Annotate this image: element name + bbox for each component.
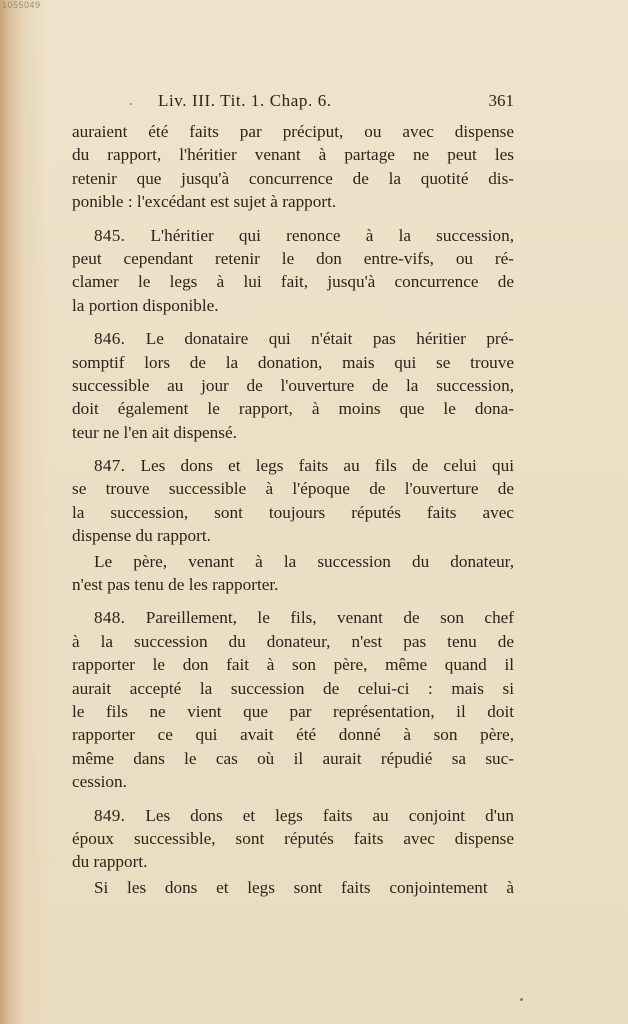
- text-line: peut cependant retenir le don entre-vifs, ou ré-: [72, 248, 514, 268]
- text-line: se trouve successible à l'époque de l'ouverture de: [72, 479, 514, 499]
- article-number: 849.: [94, 805, 126, 825]
- text-line: somptif lors de la donation, mais qui se trouve: [72, 352, 514, 372]
- article-text: L'héritier qui renonce à la succession,: [150, 225, 514, 245]
- text-line: retenir que jusqu'à concurrence de la quotité dis-: [72, 168, 514, 188]
- article-845: [72, 224, 514, 318]
- text-line: cession.: [72, 772, 127, 792]
- text-line: Si les dons et legs sont faits conjointement à: [94, 877, 514, 897]
- article-number: 845.: [94, 225, 126, 245]
- text-line: [72, 606, 514, 629]
- text-line: [72, 224, 514, 247]
- text-line: teur ne l'en ait dispensé.: [72, 422, 237, 442]
- paper-speck: [130, 103, 132, 105]
- article-847: [72, 454, 514, 548]
- text-line: la succession, sont toujours réputés faits avec: [72, 502, 514, 522]
- text-line: auraient été faits par préciput, ou avec dispense: [72, 122, 514, 141]
- text-line: même dans le cas où il aurait répudié sa suc-: [72, 748, 514, 768]
- text-line: rapporter ce qui avait été donné à son père,: [72, 725, 514, 745]
- text-line: à la succession du donateur, n'est pas tenu de: [72, 631, 514, 651]
- text-line: n'est pas tenu de les rapporter.: [72, 575, 279, 595]
- text-line: [72, 454, 514, 477]
- text-line: le fils ne vient que par représentation, il doit: [72, 701, 514, 721]
- article-847-second-paragraph: [72, 550, 514, 597]
- body-text: [72, 120, 514, 909]
- text-line: [72, 804, 514, 827]
- text-line: doit également le rapport, à moins que le dona-: [72, 399, 514, 419]
- article-text: Le donataire qui n'était pas héritier pré-: [145, 329, 515, 349]
- text-line: époux successible, sont réputés faits avec dispense: [72, 828, 514, 848]
- text-line: rapporter le don fait à son père, même quand il: [72, 655, 514, 675]
- article-number: 847.: [94, 456, 126, 476]
- article-849-second-paragraph: [72, 876, 514, 899]
- page-number: 361: [488, 91, 514, 110]
- running-head: [72, 88, 514, 114]
- text-line: ponible : l'excédant est sujet à rapport.: [72, 192, 337, 212]
- article-number: 846.: [94, 329, 126, 349]
- running-head-title: Liv. III. Tit. 1. Chap. 6.: [158, 91, 332, 110]
- article-text: Pareillement, le fils, venant de son chef: [145, 608, 515, 628]
- article-848: [72, 606, 514, 793]
- article-text: Les dons et legs faits au fils de celui qui: [140, 456, 514, 476]
- paragraph-continuation: [72, 120, 514, 214]
- article-number: 848.: [94, 608, 126, 628]
- text-line: clamer le legs à lui fait, jusqu'à concurrence de: [72, 272, 514, 292]
- text-line: du rapport, l'héritier venant à partage ne peut les: [72, 145, 514, 165]
- text-line: la portion disponible.: [72, 295, 219, 315]
- article-text: Les dons et legs faits au conjoint d'un: [145, 805, 514, 825]
- article-846: [72, 327, 514, 444]
- paper-speck: [520, 998, 523, 1001]
- article-849: [72, 804, 514, 874]
- text-line: successible au jour de l'ouverture de la succession,: [72, 375, 514, 395]
- text-line: dispense du rapport.: [72, 526, 211, 546]
- library-mark: 1055049: [2, 0, 41, 10]
- text-line: [72, 327, 514, 350]
- text-line: du rapport.: [72, 852, 148, 872]
- text-line: Le père, venant à la succession du donateur,: [94, 551, 514, 571]
- text-line: aurait accepté la succession de celui-ci : mais si: [72, 678, 514, 698]
